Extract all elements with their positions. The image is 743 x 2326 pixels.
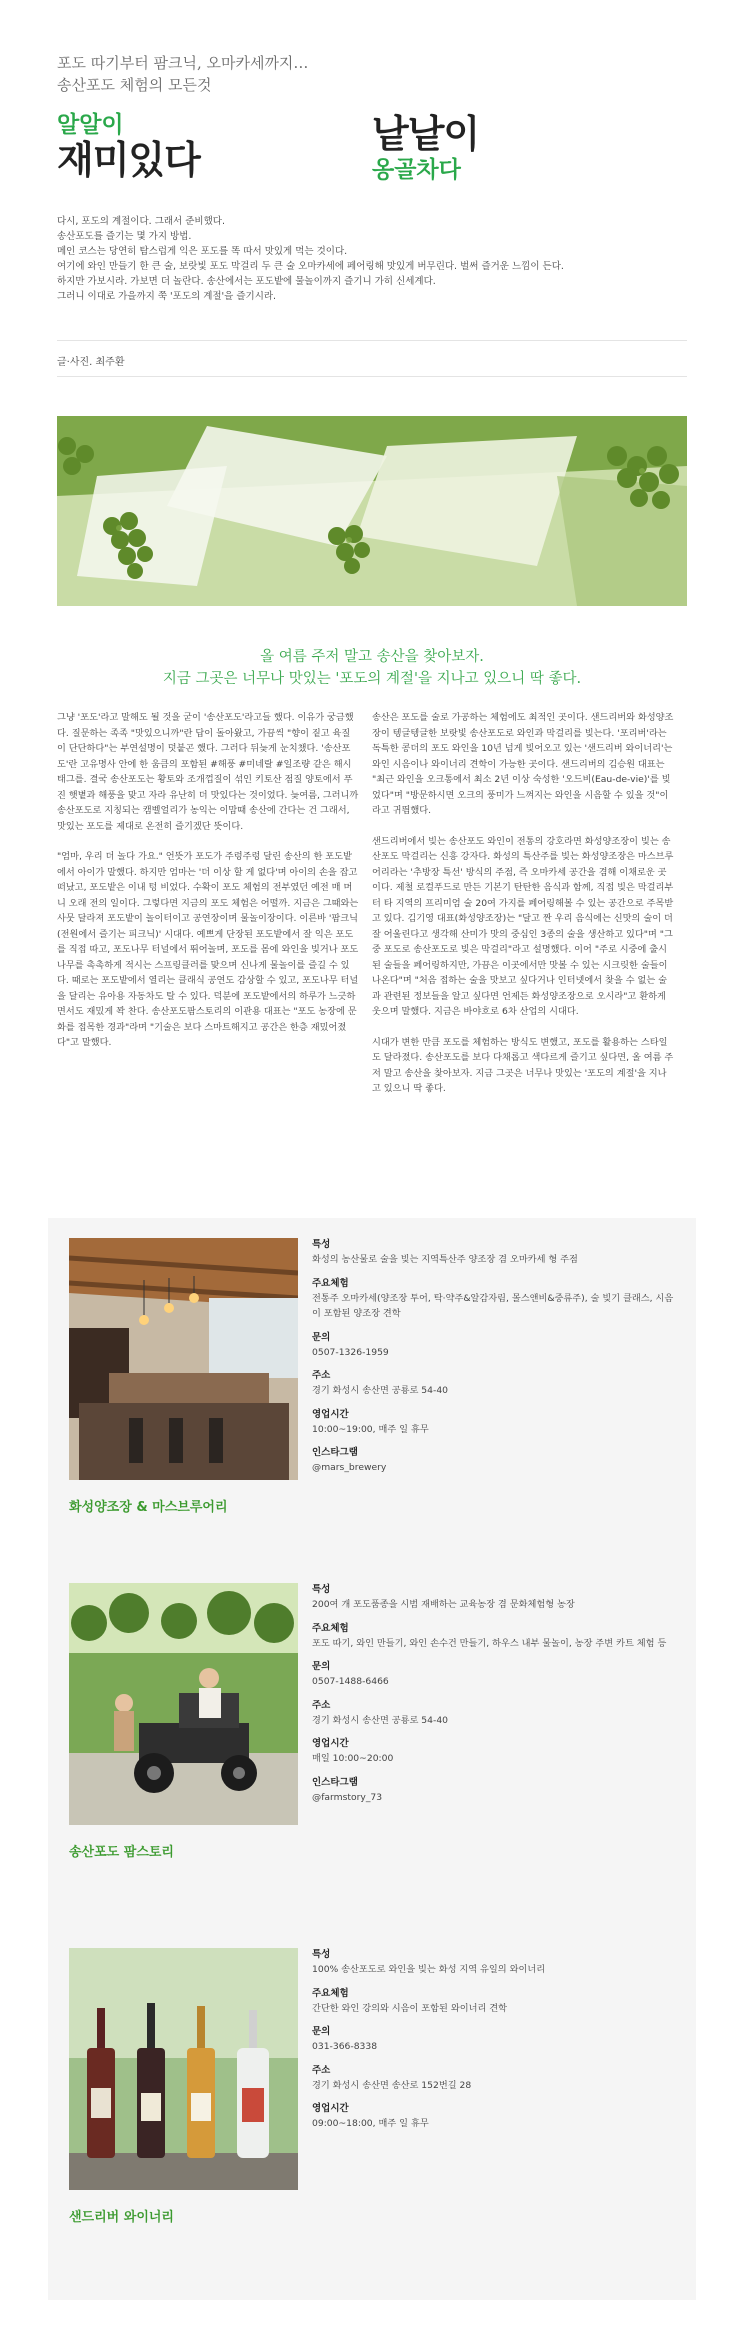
- info-value: 경기 화성시 송산면 공룡로 54-40: [312, 1714, 449, 1726]
- hero-subtitle-line2: 송산포도 체험의 모든것: [57, 76, 212, 94]
- title-right-main: 낱낱이: [372, 112, 480, 156]
- info-value: 화성의 농산물로 술을 빚는 지역특산주 양조장 겸 오마카세 형 주점: [312, 1254, 578, 1265]
- body-paragraph: 시대가 변한 만큼 포도를 체험하는 방식도 변했고, 포도를 활용하는 스타일도 달라졌다. 송산포도를 보다 다채롭고 색다르게 즐기고 싶다면, 올 여름 주저 말고 송산을 찾아보자. 지금 그곳은 너무나 맛있는 '포도의 계절'을 지나고 있으니 딱 좋다.: [372, 1036, 674, 1094]
- info-label: 문의: [312, 1331, 331, 1343]
- info-value: 200여 개 포도품종을 시범 재배하는 교육농장 겸 문화체험형 농장: [312, 1599, 575, 1610]
- info-card: [69, 1238, 679, 1528]
- info-label: 문의: [312, 2026, 331, 2037]
- info-label: 인스타그램: [312, 1776, 358, 1788]
- info-value: 10:00~19:00, 매주 일 휴무: [312, 1423, 429, 1435]
- vineyard-photo: [57, 416, 687, 606]
- body-paragraph: "엄마, 우리 더 놀다 가요." 언뜻가 포도가 주렁주렁 달린 송산의 한 포도밭에서 아이가 말했다. 하지만 엄마는 '더 이상 할 게 없다'며 아이의 손을 잡고 떠났고, 포도밭은 이내 텅 비었다. 수확이 포도 체험의 전부였던 예전 매 머니 오래 전의 일이다. 그렇다면 지금의 포도 체험은 어떨까. 지금은 그때와는 사뭇 달라져 포도밭이 놀이터이고 공연장이며 물놀이장이다. 이른바 '팜크닉(전원에서 즐기는 피크닉)' 시대다. 예쁘게 단장된 포도밭에서 잘 익은 포도를 직접 따고, 포도나무 터널에서 뛰어놀며, 포도를 몸에 와인을 빚거나 포도나무를 촉촉하게 적시는 스프링클러를 맞으며 신나게 물놀이를 즐길 수 있다. 때로는 포도밭에서 열리는 클래식 공연도 감상할 수 있고, 포도나무 터널을 달리는 유아용 자동차도 탈 수 있다. 덕분에 포도밭에서의 하루가 느긋하면서도 재밌게 꽉 찬다. 송산포도팜스토리의 이관용 대표는 "포도 농장에 문화를 접목한 경과"라며 "기술은 보다 스마트해지고 공간은 한층 재밌어졌다"고 말했다.: [57, 851, 359, 1048]
- info-label: 문의: [312, 1661, 331, 1672]
- info-label: 주요체험: [312, 1622, 349, 1634]
- info-label: 영업시간: [312, 1738, 349, 1749]
- info-label: 특성: [312, 1239, 331, 1250]
- byline: 글·사진. 최주환: [57, 357, 125, 368]
- info-label: 주소: [312, 2064, 331, 2076]
- pull-quote-line2: 지금 그곳은 너무나 맛있는 '포도의 계절'을 지나고 있으니 딱 좋다.: [162, 671, 582, 687]
- body-column-right: [372, 710, 674, 1112]
- info-value: 경기 화성시 송산면 송산로 152번길 28: [312, 2079, 472, 2091]
- info-value: 경기 화성시 송산면 공룡로 54-40: [312, 1385, 449, 1396]
- pull-quote-line1: 올 여름 주저 말고 송산을 찾아보자.: [260, 649, 484, 665]
- info-value: 100% 송산포도로 와인을 빚는 화성 지역 유일의 와이너리: [312, 1964, 546, 1975]
- card-info: [312, 1583, 682, 1814]
- info-value: 간단한 와인 강의와 시음이 포함된 와이너리 견학: [312, 2002, 508, 2014]
- card-info: [312, 1948, 682, 2141]
- info-value: 포도 따기, 와인 만들기, 와인 손수건 만들기, 하우스 내부 물놀이, 농장 주변 카트 체험 등: [312, 1637, 667, 1649]
- title-left-accent: 알알이: [57, 112, 124, 138]
- intro-line: 메인 코스는 당연히 탐스럽게 익은 포도를 똑 따서 맛있게 먹는 것이다.: [57, 246, 348, 257]
- info-label: 주소: [312, 1699, 331, 1711]
- info-value: 031-366-8338: [312, 2041, 378, 2052]
- divider: [57, 340, 687, 341]
- info-label: 주요체험: [312, 1277, 349, 1289]
- info-label: 특성: [312, 1584, 331, 1595]
- info-value: @farmstory_73: [312, 1791, 383, 1803]
- intro-line: 다시, 포도의 계절이다. 그래서 준비했다.: [57, 216, 225, 227]
- info-value: 매일 10:00~20:00: [312, 1753, 394, 1764]
- card-title: 샌드리버 와이너리: [69, 2210, 174, 2225]
- body-column-left: [57, 710, 359, 1066]
- info-value: 09:00~18:00, 매주 일 휴무: [312, 2118, 429, 2129]
- body-paragraph: 샌드리버에서 빚는 송산포도 와인이 전통의 강호라면 화성양조장이 빚는 송산포도 막걸리는 신흥 강자다. 화성의 특산주를 빚는 화성양조장은 마스브루어리라는 '추방장 특선' 방식의 주점, 즉 오마카세 공간을 겸해 이채로운 곳이다. 제철 로컬푸드로 만든 기본기 탄탄한 음식과 함께, 직접 빚은 막걸리부터 타 지역의 프리미엄 술 20여 가지를 페어링해볼 수 있는 공간으로 주목받고 있다. 김기영 대표(화성양조장)는 "달고 짠 우리 음식에는 신맛의 술이 더 잘 어울린다고 생각해 산미가 맛의 중심인 3종의 술을 생산하고 있다"며 "그 중 포도로 송산포도로 빚은 막걸리"라고 설명했다. 이어 "주로 시중에 출시된 술들을 페어링하지만, 가끔은 이곳에서만 맛볼 수 있는 시크릿한 술들이 나온다"며 "처음 접하는 술을 맛보고 싶다거나 인터넷에서 찾을 수 없는 술과 관련된 정보들을 알고 싶다면 언제든 화성양조장으로 오시라"고 환하게 웃으며 말했다. 지금은 바야흐로 6차 산업의 시대다.: [372, 835, 674, 1017]
- divider: [57, 376, 687, 377]
- card-info: [312, 1238, 682, 1485]
- info-card: [69, 1583, 679, 1873]
- info-value: 전통주 오마카세(양조장 투어, 탁·약주&알감자림, 몰스앤비&중류주), 술 빚기 클래스, 시음이 포함된 양조장 견학: [312, 1292, 674, 1319]
- title-left-main: 재미있다: [57, 138, 200, 182]
- wine-bottles-photo: [69, 1948, 298, 2190]
- intro-line: 여기에 와인 만들기 한 큰 술, 보랏빛 포도 막걸리 두 큰 술 오마카세에 페어링해 맛있게 버무린다. 벌써 즐거운 느낌이 든다.: [57, 261, 564, 272]
- body-paragraph: 송산은 포도를 술로 가공하는 체험에도 최적인 곳이다. 샌드리버와 화성양조장이 텡글텡글한 보랏빛 송산포도로 와인과 막걸리를 빚는다. '포리버'라는 독특한 콩더의 포도 와인을 10년 넘게 빚어오고 있는 '샌드리버 와이너리'는 와인 시음이나 와이너리 견학이 가능한 곳이다. 샌드리버의 김승원 대표는 "최근 와인을 오크통에서 최소 2년 이상 숙성한 '오드비(Eau-de-vie)'를 빚었다"며 "방문하시면 오크의 풍미가 느껴지는 와인을 시음할 수 있을 것"이라고 귀띔했다.: [372, 712, 674, 816]
- info-label: 영업시간: [312, 2103, 349, 2114]
- pull-quote: [57, 646, 687, 690]
- info-card: [69, 1948, 679, 2238]
- brewery-interior-photo: [69, 1238, 298, 1480]
- info-value: 0507-1488-6466: [312, 1676, 389, 1687]
- info-label: 특성: [312, 1949, 331, 1960]
- title-right-accent: 옹골차다: [372, 157, 461, 183]
- info-label: 주요체험: [312, 1987, 349, 1999]
- body-paragraph: 그냥 '포도'라고 말해도 될 것을 굳이 '송산포도'라고들 했다. 이유가 궁금했다. 질문하는 족족 "맛있으니까"란 답이 돌아왔고, 가끔씩 "향이 짙고 육질이 단단하다"는 부연설명이 덧붙곤 했다. 그러다 뒤늦게 눈치챘다. '송산포도'란 고유명사 안에 한 움큼의 포함된 #해풍 #미네랄 #일조량 같은 해시태그를. 결국 송산포도는 황토와 조개껍질이 섞인 키토산 점질 양토에서 푸진 햇볕과 해풍을 맞고 자라 유난히 더 맛있다는 것이었다. 늦여름, 그러니까 송산포도로 지칭되는 캠벨얼리가 농익는 이맘때 송산에 간다는 건 그래서, 맛있는 포도를 제대로 온전히 즐기겠단 뜻이다.: [57, 712, 359, 832]
- info-value: @mars_brewery: [312, 1462, 387, 1473]
- intro-line: 송산포도를 즐기는 몇 가지 방법.: [57, 231, 192, 242]
- hero-subtitle-line1: 포도 따기부터 팜크닉, 오마카세까지…: [57, 54, 309, 72]
- intro-line: 그러니 이대로 가을까지 쭉 '포도의 계절'을 즐기시라.: [57, 291, 277, 302]
- farm-cart-photo: [69, 1583, 298, 1825]
- info-label: 주소: [312, 1370, 331, 1381]
- hero-subtitle: [57, 52, 657, 96]
- info-value: 0507-1326-1959: [312, 1346, 389, 1358]
- intro-line: 하지만 가보시라. 가보면 더 놀란다. 송산에서는 포도밭에 물놀이까지 즐기니 가히 신세계다.: [57, 276, 436, 287]
- info-label: 인스타그램: [312, 1447, 358, 1458]
- card-title: 송산포도 팜스토리: [69, 1845, 174, 1860]
- info-label: 영업시간: [312, 1408, 349, 1420]
- intro-paragraph: [57, 214, 687, 304]
- card-title: 화성양조장 & 마스브루어리: [69, 1500, 228, 1515]
- title-right: [372, 112, 479, 184]
- title-left: [57, 112, 200, 182]
